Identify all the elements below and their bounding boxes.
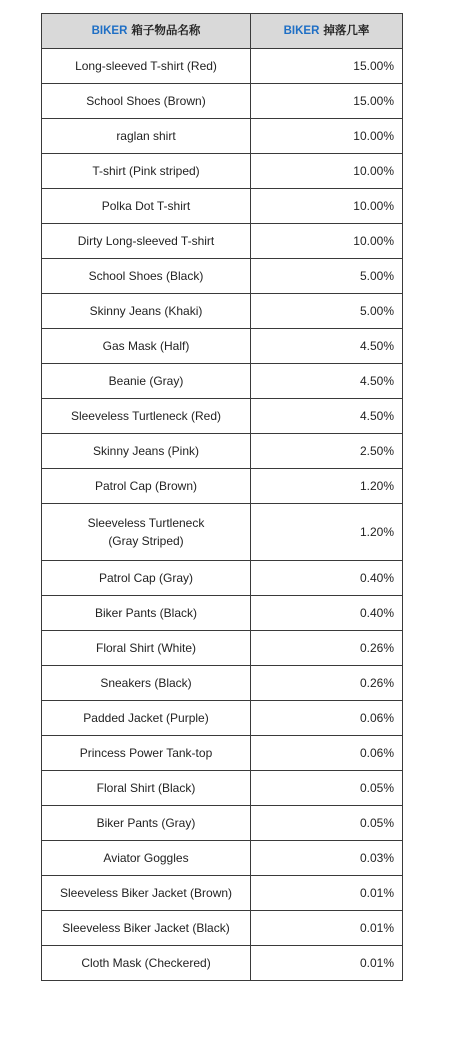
item-name-cell — [42, 631, 251, 666]
table-row — [42, 259, 403, 294]
item-name-line2: (Gray Striped) — [108, 534, 184, 548]
drop-rate-cell: 0.05% — [251, 771, 403, 806]
table-row — [42, 771, 403, 806]
table-row — [42, 561, 403, 596]
drop-rate-cell: 0.06% — [251, 736, 403, 771]
item-name: Polka Dot T-shirt — [101, 199, 191, 213]
item-name-cell — [42, 596, 251, 631]
item-name: Skinny Jeans (Khaki) — [89, 304, 203, 318]
drop-rate-cell: 0.26% — [251, 666, 403, 701]
drop-rate-cell: 0.01% — [251, 946, 403, 981]
item-name-cell — [42, 84, 251, 119]
item-name-cell — [42, 224, 251, 259]
table-row — [42, 224, 403, 259]
drop-rate-cell: 10.00% — [251, 119, 403, 154]
item-name: Padded Jacket (Purple) — [83, 711, 209, 725]
item-name-cell — [42, 399, 251, 434]
item-name-cell — [42, 771, 251, 806]
item-name-cell — [42, 294, 251, 329]
table-row — [42, 504, 403, 561]
table-row — [42, 806, 403, 841]
item-name-cell — [42, 876, 251, 911]
table-header-row — [42, 14, 403, 49]
table-row — [42, 364, 403, 399]
table-row — [42, 399, 403, 434]
drop-rate-cell: 15.00% — [251, 49, 403, 84]
item-name: Patrol Cap (Brown) — [94, 479, 198, 493]
item-name: Cloth Mask (Checkered) — [81, 956, 211, 970]
item-name: Sneakers (Black) — [100, 676, 192, 690]
item-name: Sleeveless Turtleneck — [87, 516, 205, 530]
drop-rate-cell: 5.00% — [251, 259, 403, 294]
item-name-cell — [42, 666, 251, 701]
table-row — [42, 294, 403, 329]
item-name-cell — [42, 364, 251, 399]
item-name: Aviator Goggles — [103, 851, 189, 865]
table-row — [42, 49, 403, 84]
item-name: School Shoes (Brown) — [86, 94, 206, 108]
item-name-cell — [42, 504, 251, 561]
item-name: Beanie (Gray) — [108, 374, 184, 388]
table-row — [42, 596, 403, 631]
item-name-cell — [42, 189, 251, 224]
item-name: Patrol Cap (Gray) — [98, 571, 194, 585]
item-name-cell — [42, 736, 251, 771]
drop-rate-cell: 4.50% — [251, 399, 403, 434]
item-name: T-shirt (Pink striped) — [92, 164, 200, 178]
item-name-header — [42, 14, 251, 49]
table-row — [42, 84, 403, 119]
drop-rate-cell: 0.05% — [251, 806, 403, 841]
item-name: Biker Pants (Black) — [94, 606, 198, 620]
item-name-cell — [42, 434, 251, 469]
drop-rate-cell: 0.40% — [251, 561, 403, 596]
item-name: Floral Shirt (White) — [95, 641, 196, 655]
drop-rate-table — [41, 13, 403, 981]
item-header-label: 箱子物品名称 — [131, 25, 201, 37]
item-name: Skinny Jeans (Pink) — [92, 444, 200, 458]
table-row — [42, 736, 403, 771]
table-row — [42, 666, 403, 701]
item-name-cell — [42, 119, 251, 154]
item-name: Sleeveless Biker Jacket (Black) — [62, 921, 230, 935]
drop-rate-cell: 0.06% — [251, 701, 403, 736]
table-row — [42, 911, 403, 946]
item-name-cell — [42, 841, 251, 876]
table-row — [42, 119, 403, 154]
table-row — [42, 434, 403, 469]
drop-rate-cell: 5.00% — [251, 294, 403, 329]
item-name: Gas Mask (Half) — [102, 339, 190, 353]
table-row — [42, 701, 403, 736]
table-row — [42, 329, 403, 364]
item-name-cell — [42, 911, 251, 946]
item-name-cell — [42, 49, 251, 84]
table-row — [42, 154, 403, 189]
item-name-cell — [42, 154, 251, 189]
item-name-cell — [42, 259, 251, 294]
table-row — [42, 631, 403, 666]
drop-rate-cell: 10.00% — [251, 224, 403, 259]
drop-rate-cell: 10.00% — [251, 189, 403, 224]
item-name-cell — [42, 946, 251, 981]
rate-header-label: 掉落几率 — [323, 25, 370, 37]
drop-rate-cell: 1.20% — [251, 469, 403, 504]
item-name: Biker Pants (Gray) — [96, 816, 196, 830]
item-name-cell — [42, 806, 251, 841]
item-name-cell — [42, 329, 251, 364]
item-name: Floral Shirt (Black) — [96, 781, 196, 795]
table-row — [42, 876, 403, 911]
drop-rate-cell: 10.00% — [251, 154, 403, 189]
drop-rate-cell: 0.01% — [251, 876, 403, 911]
item-name: raglan shirt — [116, 129, 176, 143]
drop-rate-cell: 4.50% — [251, 364, 403, 399]
table-row — [42, 469, 403, 504]
rate-header-brand: BIKER — [283, 25, 320, 37]
table-body — [42, 49, 403, 981]
table-row — [42, 946, 403, 981]
drop-rate-cell: 1.20% — [251, 504, 403, 561]
table-row — [42, 841, 403, 876]
item-name: Princess Power Tank-top — [79, 746, 213, 760]
item-name: Long-sleeved T-shirt (Red) — [75, 59, 217, 73]
item-name: School Shoes (Black) — [88, 269, 204, 283]
item-name: Sleeveless Biker Jacket (Brown) — [59, 886, 233, 900]
drop-rate-cell: 0.03% — [251, 841, 403, 876]
drop-rate-cell: 15.00% — [251, 84, 403, 119]
item-name: Dirty Long-sleeved T-shirt — [77, 234, 215, 248]
item-name-cell — [42, 469, 251, 504]
item-name-cell — [42, 701, 251, 736]
drop-rate-cell: 4.50% — [251, 329, 403, 364]
item-header-brand: BIKER — [91, 25, 128, 37]
drop-rate-cell: 0.26% — [251, 631, 403, 666]
item-name-cell — [42, 561, 251, 596]
drop-rate-header — [251, 14, 403, 49]
drop-rate-cell: 2.50% — [251, 434, 403, 469]
table-row — [42, 189, 403, 224]
drop-rate-cell: 0.40% — [251, 596, 403, 631]
item-name: Sleeveless Turtleneck (Red) — [70, 409, 222, 423]
drop-rate-cell: 0.01% — [251, 911, 403, 946]
